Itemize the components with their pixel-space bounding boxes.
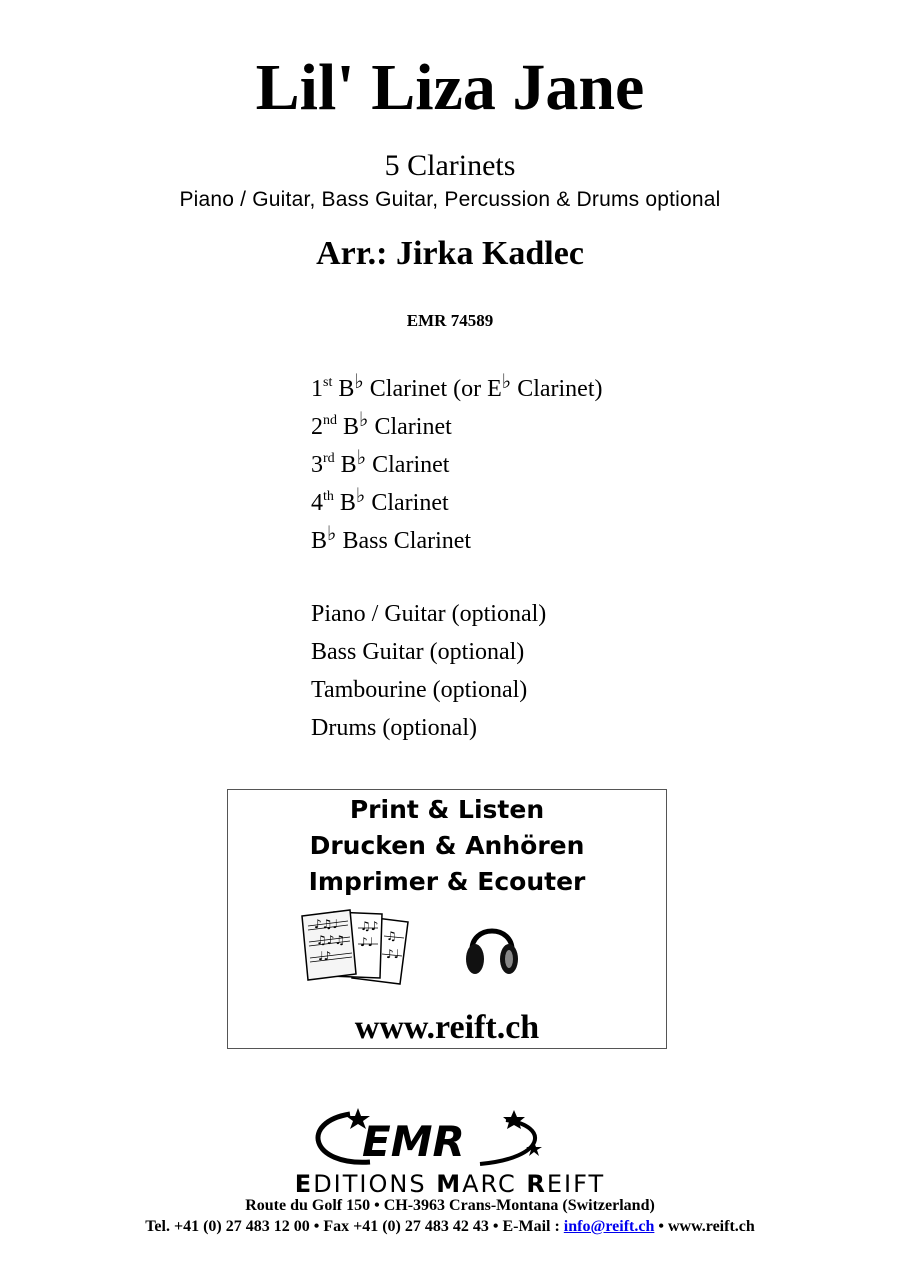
logo-text: EMR bbox=[362, 1117, 465, 1166]
flat-icon: ♭ bbox=[354, 371, 364, 393]
print-listen-box bbox=[227, 789, 667, 1049]
svg-text:♪♩: ♪♩ bbox=[360, 935, 374, 949]
optional-instruments-line: Piano / Guitar, Bass Guitar, Percussion & Drums optional bbox=[179, 188, 721, 211]
svg-text:♫♪: ♫♪ bbox=[360, 919, 379, 933]
optional-part-item: Piano / Guitar (optional) bbox=[311, 601, 547, 627]
headphones-icon bbox=[464, 914, 520, 978]
subtitle: 5 Clarinets bbox=[384, 149, 516, 182]
svg-text:♫: ♫ bbox=[386, 929, 397, 943]
part-item: 1st B♭ Clarinet (or E♭ Clarinet) bbox=[311, 371, 603, 402]
publisher-contact: Tel. +41 (0) 27 483 12 00 • Fax +41 (0) 27 483 42 43 • E-Mail : info@reift.ch • www.reift.ch bbox=[145, 1218, 755, 1235]
part-item: 3rd B♭ Clarinet bbox=[311, 447, 450, 478]
optional-part-item: Tambourine (optional) bbox=[311, 677, 528, 703]
promo-line-en: Print & Listen bbox=[349, 795, 545, 824]
part-item: 2nd B♭ Clarinet bbox=[311, 409, 452, 440]
publisher-name: EDITIONS MARC REIFT bbox=[294, 1170, 606, 1198]
catalog-number: EMR 74589 bbox=[406, 311, 494, 330]
email-link[interactable]: info@reift.ch bbox=[563, 1218, 655, 1235]
promo-line-de: Drucken & Anhören bbox=[309, 831, 585, 860]
flat-icon: ♭ bbox=[359, 409, 369, 431]
page-title: Lil' Liza Jane bbox=[255, 51, 645, 124]
promo-url[interactable]: www.reift.ch bbox=[354, 1009, 540, 1046]
emr-logo bbox=[310, 1108, 550, 1170]
part-item: 4th B♭ Clarinet bbox=[311, 485, 449, 516]
flat-icon: ♭ bbox=[355, 485, 366, 507]
arranger: Arr.: Jirka Kadlec bbox=[316, 235, 584, 272]
svg-text:♪♫♩: ♪♫♩ bbox=[314, 917, 339, 931]
flat-icon: ♭ bbox=[327, 523, 337, 545]
optional-parts-list bbox=[311, 595, 546, 747]
flat-icon: ♭ bbox=[501, 371, 512, 393]
svg-text:♩♪: ♩♪ bbox=[318, 949, 332, 963]
svg-text:♪♩: ♪♩ bbox=[386, 947, 400, 961]
publisher-address: Route du Golf 150 • CH-3963 Crans-Montana (Switzerland) bbox=[245, 1197, 655, 1214]
flat-icon: ♭ bbox=[356, 447, 367, 469]
optional-part-item: Drums (optional) bbox=[311, 715, 477, 741]
parts-list bbox=[311, 370, 603, 560]
svg-text:♫♪♫: ♫♪♫ bbox=[316, 933, 346, 947]
part-item: B♭ Bass Clarinet bbox=[311, 523, 472, 554]
promo-line-fr: Imprimer & Ecouter bbox=[308, 867, 586, 896]
optional-part-item: Bass Guitar (optional) bbox=[311, 639, 525, 665]
sheet-music-icon bbox=[300, 908, 412, 986]
